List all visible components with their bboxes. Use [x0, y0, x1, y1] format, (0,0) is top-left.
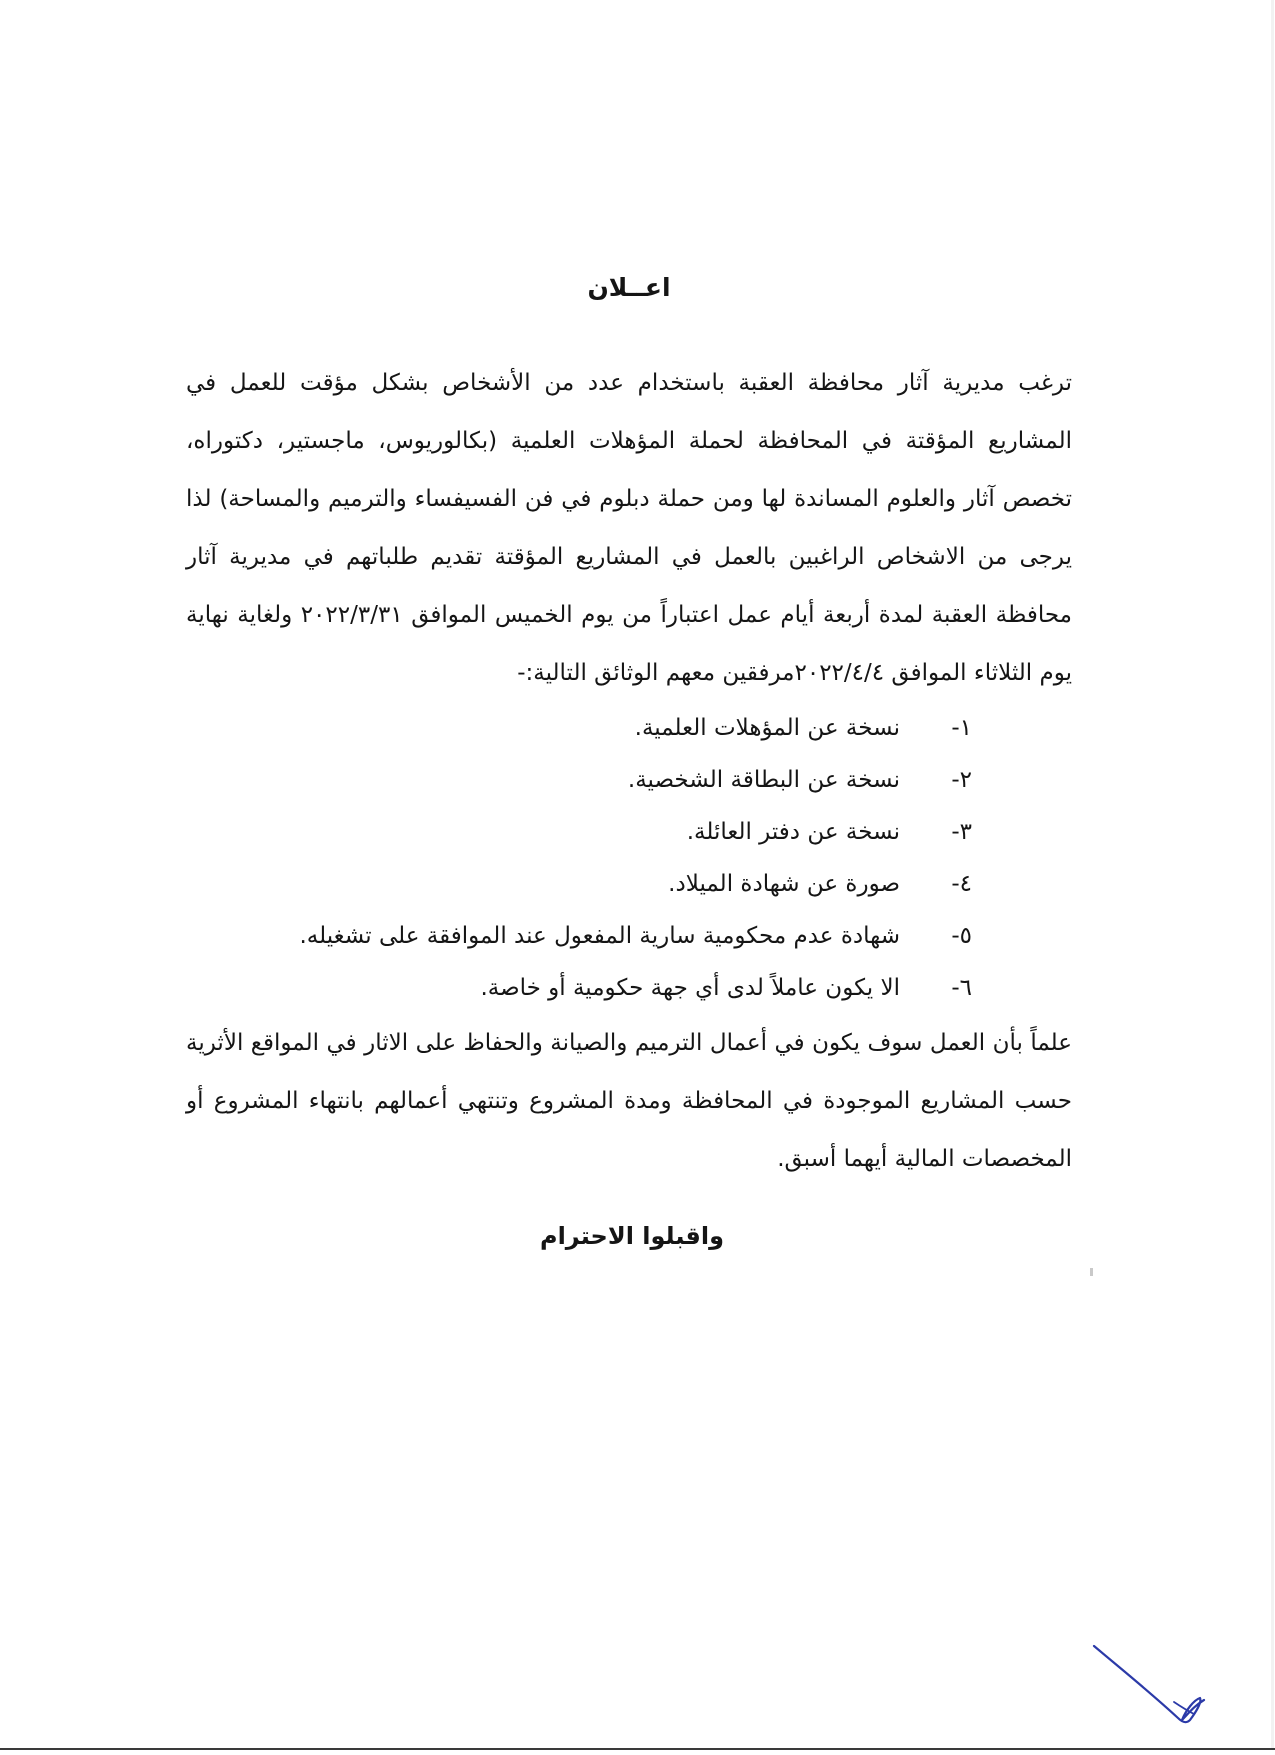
list-item-text: شهادة عدم محكومية سارية المفعول عند الموافقة على تشغيله.: [299, 923, 900, 949]
list-item: [186, 702, 972, 754]
list-item-number: ٦-: [951, 975, 972, 1001]
list-item-number: ٤-: [951, 871, 972, 897]
list-item: [186, 910, 972, 962]
list-item: [186, 858, 972, 910]
list-item-number: ٣-: [951, 819, 972, 845]
scan-edge-bottom: [0, 1748, 1275, 1750]
list-item-text: الا يكون عاملاً لدى أي جهة حكومية أو خاصة.: [480, 975, 900, 1001]
list-item: [186, 754, 972, 806]
list-item-number: ١-: [951, 715, 972, 741]
requirements-list: [186, 702, 1072, 1014]
list-item-number: ٢-: [951, 767, 972, 793]
list-item-text: صورة عن شهادة الميلاد.: [668, 871, 900, 897]
announcement-title: اعــلان: [587, 273, 671, 302]
scan-speck: [1090, 1268, 1093, 1276]
list-item: [186, 806, 972, 858]
list-item-number: ٥-: [951, 923, 972, 949]
list-item: [186, 962, 972, 1014]
list-item-text: نسخة عن دفتر العائلة.: [686, 819, 900, 845]
announcement-body: [186, 268, 1072, 1256]
closing-line: واقبلوا الاحترام: [539, 1222, 725, 1250]
list-item-text: نسخة عن المؤهلات العلمية.: [634, 715, 900, 741]
signature-mark: [1090, 1640, 1210, 1730]
intro-paragraph: ترغب مديرية آثار محافظة العقبة باستخدام عدد من الأشخاص بشكل مؤقت للعمل في المشاريع المؤقتة في المحافظة لحملة المؤهلات العلمية (بكالوريوس، ماجستير، دكتوراه، تخصص آثار والعلوم المساندة لها ومن حملة دبلوم في فن الفسيفساء والترميم والمساحة) لذا يرجى من الاشخاص الراغبين بالعمل في المشاريع المؤقتة تقديم طلباتهم في مديرية آثار محافظة العقبة لمدة أربعة أيام عمل اعتباراً من يوم الخميس الموافق ٢٠٢٢/٣/٣١ ولغاية نهاية يوم الثلاثاء الموافق ٢٠٢٢/٤/٤مرفقين معهم الوثائق التالية:-: [186, 370, 1072, 686]
scan-edge-right: [1271, 0, 1274, 1748]
list-item-text: نسخة عن البطاقة الشخصية.: [627, 767, 900, 793]
note-paragraph: علماً بأن العمل سوف يكون في أعمال الترميم والصيانة والحفاظ على الاثار في المواقع الأثرية حسب المشاريع الموجودة في المحافظة ومدة المشروع وتنتهي أعمالهم بانتهاء المشروع أو المخصصات المالية أيهما أسبق.: [186, 1030, 1072, 1172]
